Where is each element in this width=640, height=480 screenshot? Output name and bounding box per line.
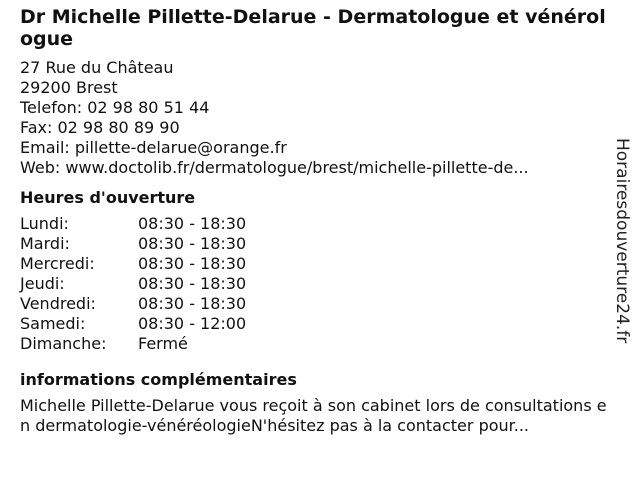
hours-day: Mercredi: — [20, 254, 95, 273]
opening-hours-section — [20, 188, 610, 354]
hours-time: 08:30 - 18:30 — [138, 254, 247, 273]
hours-time: 08:30 - 18:30 — [138, 294, 247, 313]
phone-text: Telefon: 02 98 80 51 44 — [20, 98, 210, 117]
site-watermark — [610, 136, 634, 345]
hours-day: Mardi: — [20, 234, 70, 253]
hours-time: Fermé — [138, 334, 188, 353]
page-title: Dr Michelle Pillette-Delarue - Dermatologue et vénérologue — [20, 6, 606, 50]
hours-time: 08:30 - 18:30 — [138, 274, 247, 293]
watermark-text: Horairesdouverture24.fr — [612, 137, 632, 344]
hours-time: 08:30 - 12:00 — [138, 314, 247, 333]
hours-row — [20, 274, 246, 294]
web-text: Web: www.doctolib.fr/dermatologue/brest/michelle-pillette-de... — [20, 158, 529, 177]
hours-row — [20, 314, 246, 334]
hours-day: Dimanche: — [20, 334, 107, 353]
hours-row — [20, 334, 246, 354]
opening-hours-table — [20, 214, 246, 354]
hours-day: Jeudi: — [20, 274, 65, 293]
listing-card — [20, 6, 610, 436]
address-street: 27 Rue du Château — [20, 58, 174, 77]
hours-day: Lundi: — [20, 214, 69, 233]
additional-info-text: Michelle Pillette-Delarue vous reçoit à son cabinet lors de consultations en dermatologie-vénéréologieN'hésitez pas à la contacter pour... — [20, 396, 607, 435]
additional-info-heading: informations complémentaires — [20, 370, 297, 389]
hours-time: 08:30 - 18:30 — [138, 234, 247, 253]
additional-info-section — [20, 370, 610, 436]
hours-row — [20, 294, 246, 314]
hours-row — [20, 234, 246, 254]
hours-day: Vendredi: — [20, 294, 96, 313]
hours-day: Samedi: — [20, 314, 86, 333]
fax-text: Fax: 02 98 80 89 90 — [20, 118, 180, 137]
contact-block — [20, 58, 610, 178]
hours-row — [20, 254, 246, 274]
hours-time: 08:30 - 18:30 — [138, 214, 247, 233]
hours-row — [20, 214, 246, 234]
email-text: Email: pillette-delarue@orange.fr — [20, 138, 287, 157]
opening-hours-heading: Heures d'ouverture — [20, 188, 196, 207]
address-city: 29200 Brest — [20, 78, 118, 97]
